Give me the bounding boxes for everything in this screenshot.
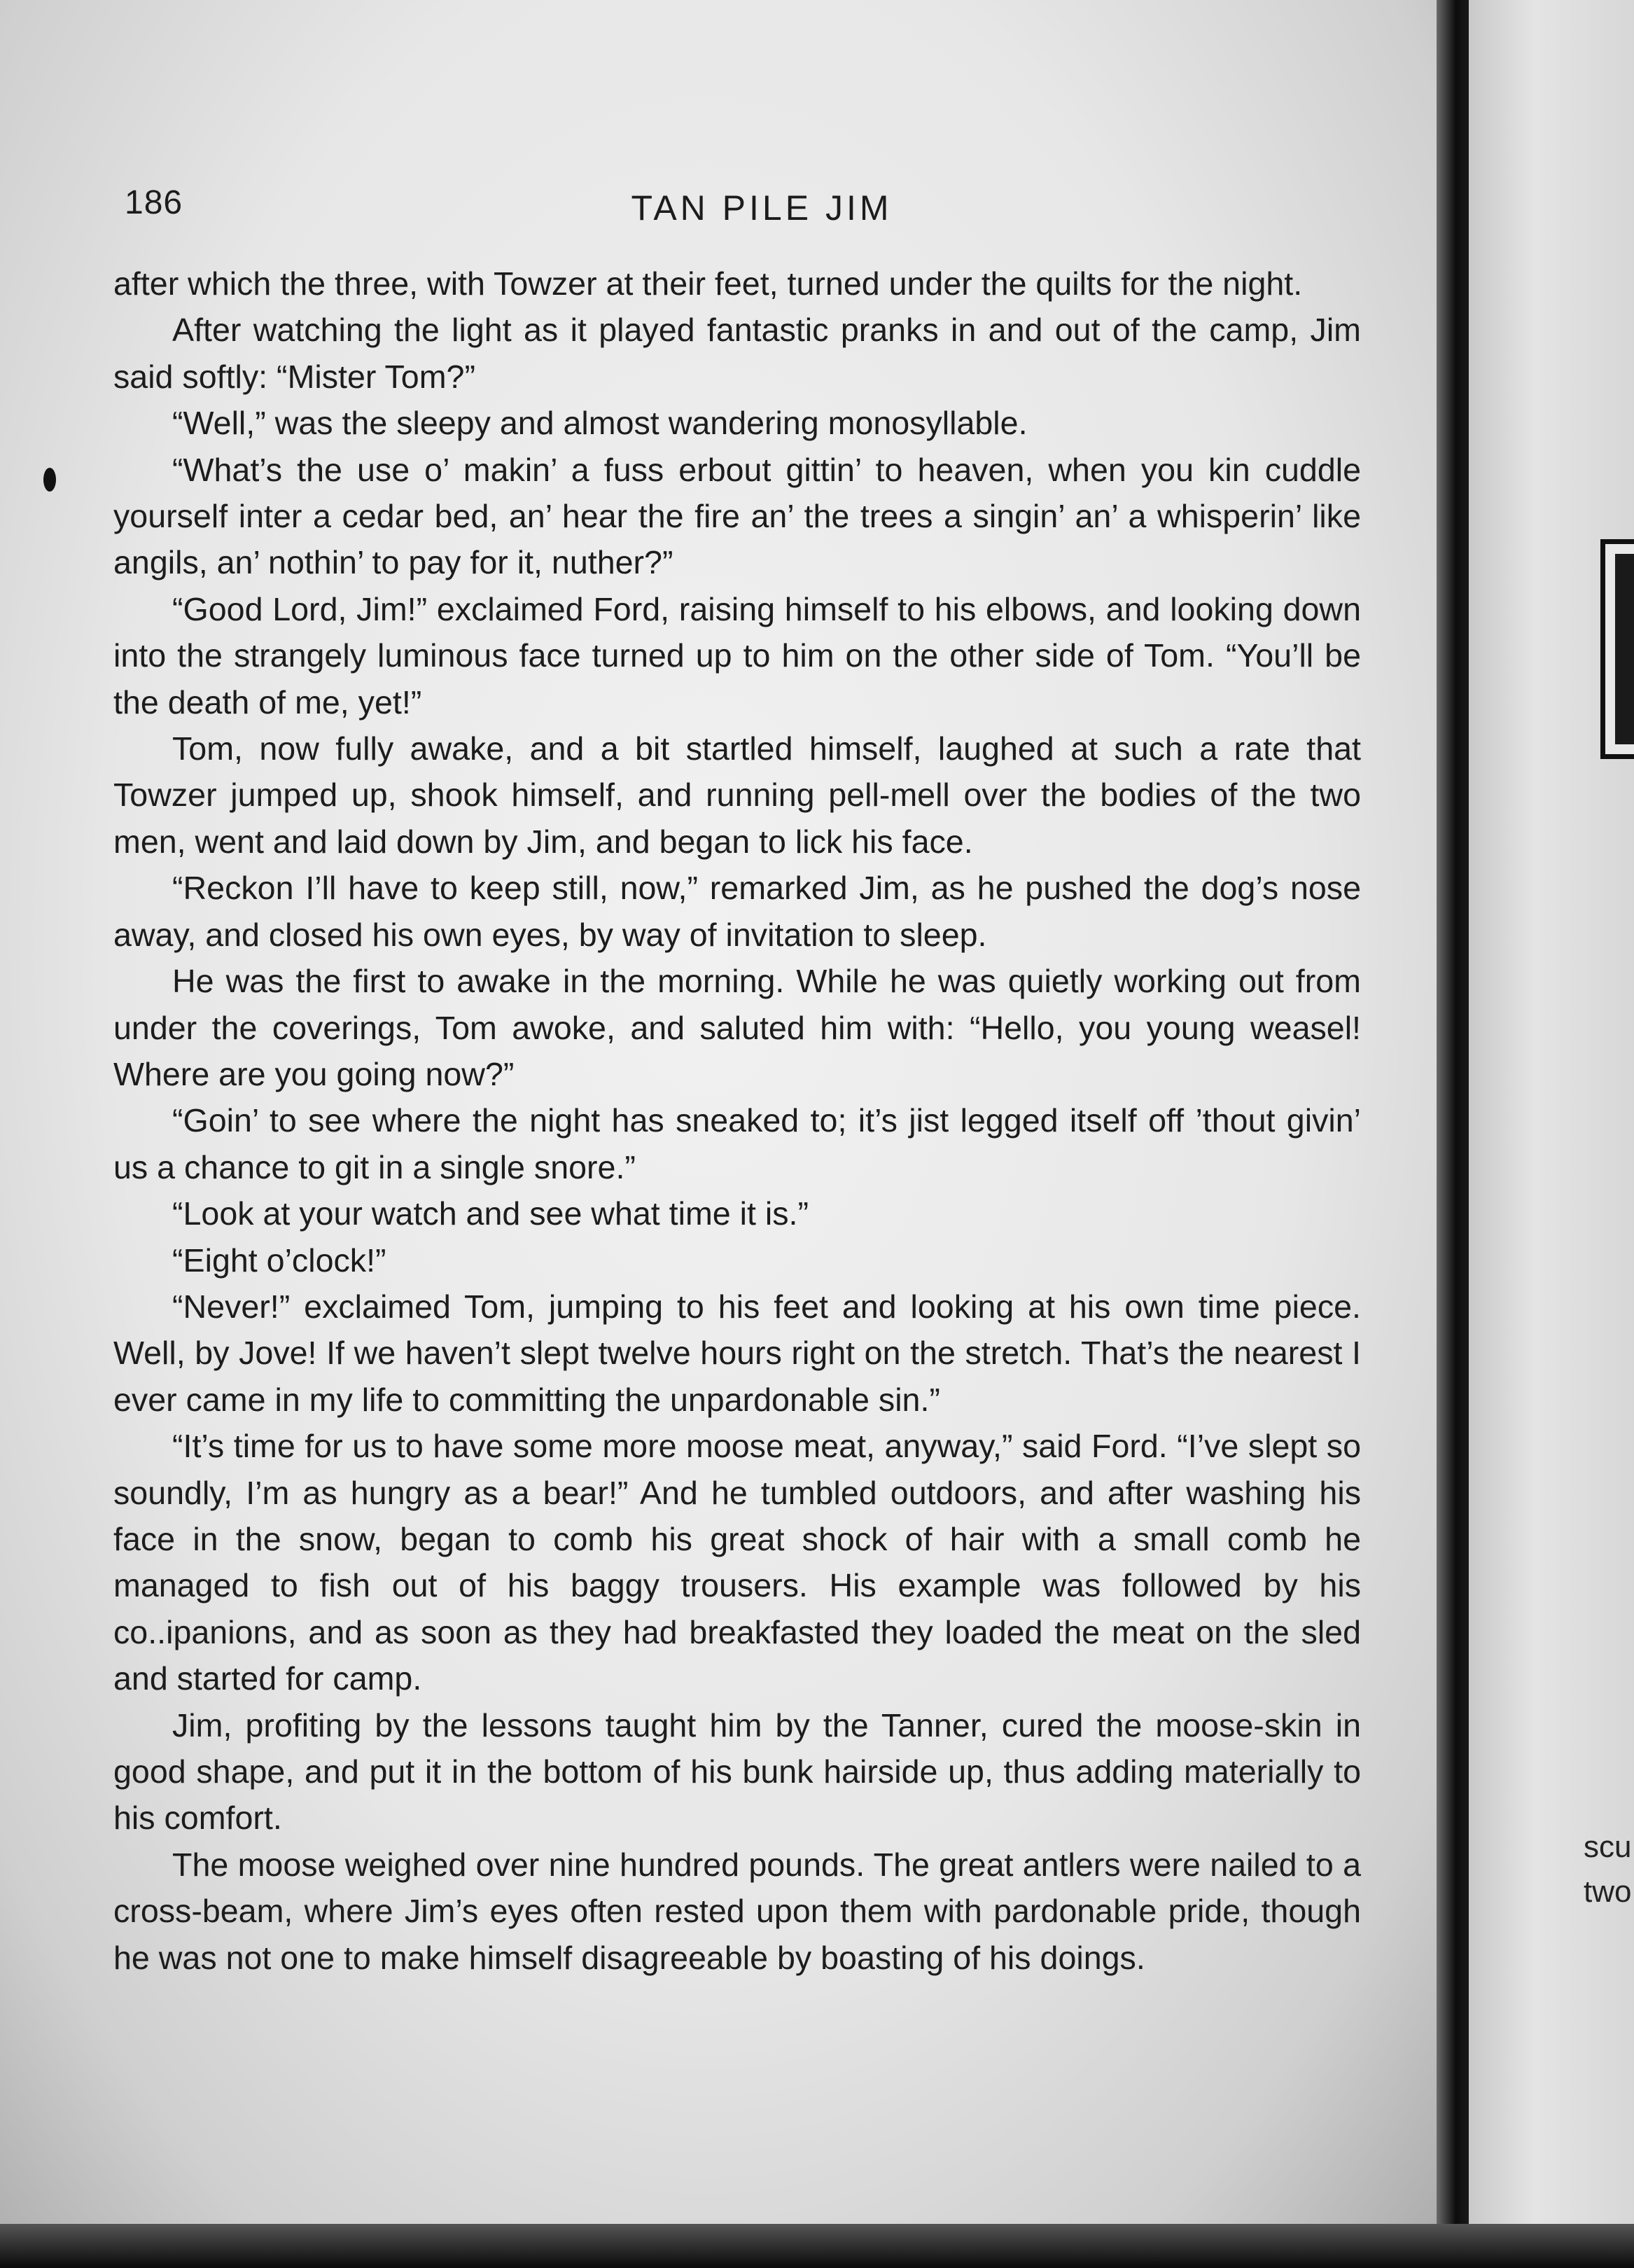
paragraph: The moose weighed over nine hundred pounds. The great antlers were nailed to a cross-beam, where Jim’s eyes often rested upon them with pardonable pride, though he was not one to make himself disagreeable by boasting of his doings. [113,1846,1361,1976]
paragraph: “What’s the use o’ makin’ a fuss erbout gittin’ to heaven, when you kin cuddle yourself inter a cedar bed, an’ hear the fire an’ the trees a singin’ an’ a whisperin’ like angils, an’ nothin’ to pay for it, nuther?” [113,451,1361,581]
paragraph: Jim, profiting by the lessons taught him by the Tanner, cured the moose-skin in good shape, and put it in the bottom of his bunk hairside up, thus adding materially to his comfort. [113,1706,1361,1837]
paragraph: after which the three, with Towzer at their feet, turned under the quilts for the night. [113,265,1303,302]
book-gutter [1437,0,1469,2268]
ink-speck [43,468,56,492]
paragraph: After watching the light as it played fantastic pranks in and out of the camp, Jim said softly: “Mister Tom?” [113,312,1361,395]
page-header [125,183,1357,239]
paragraph: Tom, now fully awake, and a bit startled himself, laughed at such a rate that Towzer jumped up, shook himself, and running pell-mell over the bodies of the two men, went and laid down by Jim, and began to lick his face. [113,730,1361,860]
facing-page-illustration-frame [1600,539,1634,759]
page-number: 186 [125,184,183,221]
running-title: TAN PILE JIM [631,188,893,228]
scan-bottom-edge [0,2224,1634,2268]
paragraph: “Good Lord, Jim!” exclaimed Ford, raising himself to his elbows, and looking down into the strangely luminous face turned up to him on the other side of Tom. “You’ll be the death of me, yet!” [113,590,1361,721]
paragraph: “Never!” exclaimed Tom, jumping to his feet and looking at his own time piece. Well, by Jove! If we haven’t slept twelve hours right on the stretch. That’s the nearest I ever came in my life to committing the unpardonable sin.” [113,1288,1361,1418]
paragraph: “It’s time for us to have some more moose meat, anyway,” said Ford. “I’ve slept so soundly, I’m as hungry as a bear!” And he tumbled outdoors, and after washing his face in the snow, began to comb his great shock of hair with a small comb he managed to fish out of his baggy trousers. His example was followed by his co..ipanions, and as soon as they had breakfasted they loaded the meat on the sled and started for camp. [113,1428,1361,1697]
facing-page-text-fragment: scu [1584,1830,1632,1864]
paragraph: “Goin’ to see where the night has sneaked to; it’s jist legged itself off ’thout givin’ us a chance to git in a single snore.” [113,1102,1361,1185]
page-body-text [113,260,1361,1981]
paragraph: “Reckon I’ll have to keep still, now,” remarked Jim, as he pushed the dog’s nose away, and closed his own eyes, by way of invitation to sleep. [113,870,1361,953]
facing-page-text-fragment: two [1584,1874,1632,1909]
illustration-fill [1615,554,1634,744]
paragraph: “Look at your watch and see what time it is.” [172,1195,809,1232]
paragraph: “Eight o’clock!” [172,1241,386,1279]
paragraph: “Well,” was the sleepy and almost wandering monosyllable. [172,405,1028,442]
paragraph: He was the first to awake in the morning. While he was quietly working out from under the coverings, Tom awoke, and saluted him with: “Hello, you young weasel! Where are you going now?” [113,963,1361,1092]
